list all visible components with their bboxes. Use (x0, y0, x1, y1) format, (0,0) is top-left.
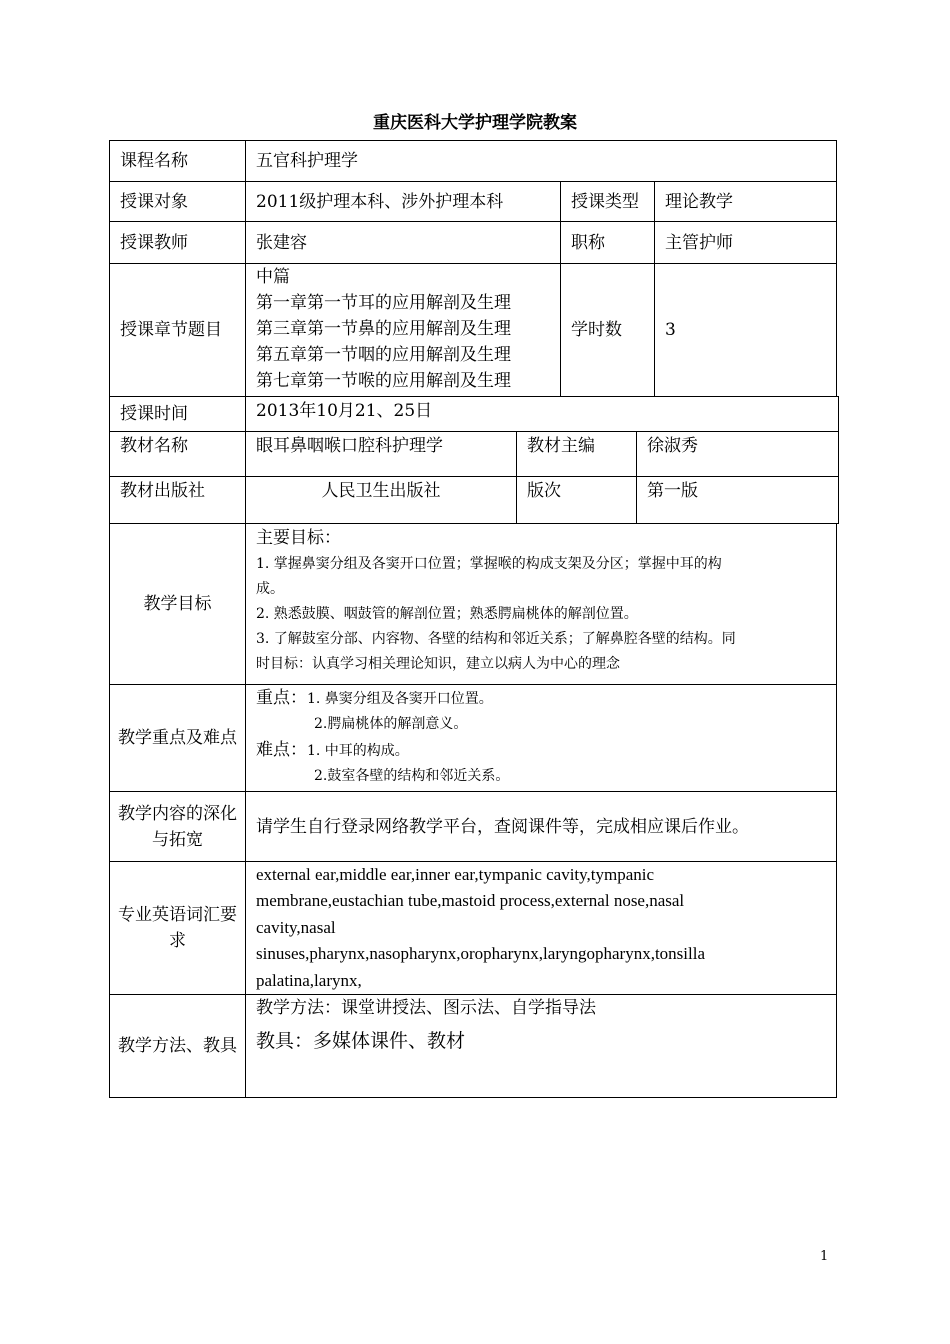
table-border (109, 1097, 837, 1098)
edition-value: 第一版 (647, 481, 698, 501)
time-label: 授课时间 (120, 404, 188, 424)
key-item: 1. 鼻窦分组及各窦开口位置。 (307, 691, 493, 707)
hours-value: 3 (665, 320, 676, 340)
diff-item: 2.鼓室各壁的结构和邻近关系。 (314, 768, 510, 784)
key-label: 重点： (256, 688, 307, 708)
goals-label: 教学目标 (143, 594, 212, 614)
goal-item: 成。 (256, 581, 284, 597)
english-line: membrane,eustachian tube,mastoid process,external nose,nasal (256, 891, 685, 911)
course-type-value: 理论教学 (665, 191, 733, 212)
edition-label: 版次 (527, 481, 561, 501)
goal-item: 2. 熟悉鼓膜、咽鼓管的解剖位置；熟悉腭扁桃体的解剖位置。 (256, 606, 638, 622)
english-line: cavity,nasal (256, 917, 336, 937)
teacher-value: 张建容 (256, 232, 307, 253)
chapter-line: 第五章第一节咽的应用解剖及生理 (256, 345, 511, 365)
hours-label: 学时数 (571, 320, 622, 340)
keypoints-label: 教学重点及难点 (118, 728, 237, 748)
extension-value: 请学生自行登录网络教学平台，查阅课件等，完成相应课后作业。 (256, 816, 749, 837)
audience-value: 2011级护理本科、涉外护理本科 (256, 191, 504, 212)
textbook-label: 教材名称 (120, 436, 188, 456)
key-line (256, 685, 836, 712)
method-line: 教学方法：课堂讲授法、图示法、自学指导法 (256, 998, 596, 1018)
page-title: 重庆医科大学护理学院教案 (373, 113, 577, 133)
chapter-line: 第一章第一节耳的应用解剖及生理 (256, 293, 511, 313)
teacher-label: 授课教师 (120, 232, 188, 253)
audience-label: 授课对象 (120, 191, 188, 212)
english-label: 专业英语词汇要求 (118, 905, 237, 951)
course-name-value: 五官科护理学 (256, 151, 358, 171)
chapter-label: 授课章节题目 (120, 320, 222, 340)
time-value: 2013年10月21、25日 (256, 401, 433, 421)
table-border (836, 140, 837, 397)
title-rank-value: 主管护师 (665, 232, 733, 253)
diff-item: 1. 中耳的构成。 (307, 743, 409, 759)
page-number: 1 (820, 1249, 829, 1264)
tools-line: 教具：多媒体课件、教材 (256, 1030, 466, 1052)
key-item: 2.腭扁桃体的解剖意义。 (314, 716, 468, 732)
goal-item: 3. 了解鼓室分部、内容物、各壁的结构和邻近关系；了解鼻腔各壁的结构。同 (256, 631, 736, 647)
diff-label: 难点： (256, 740, 307, 760)
editor-value: 徐淑秀 (647, 436, 698, 456)
course-name-label: 课程名称 (120, 151, 188, 171)
textbook-value: 眼耳鼻咽喉口腔科护理学 (256, 436, 443, 456)
goals-heading: 主要目标： (256, 528, 341, 548)
goal-item: 1. 掌握鼻窦分组及各窦开口位置；掌握喉的构成支架及分区；掌握中耳的构 (256, 556, 722, 572)
english-line: external ear,middle ear,inner ear,tympanic cavity,tympanic (256, 864, 655, 884)
chapter-value (246, 264, 560, 396)
chapter-line: 第七章第一节喉的应用解剖及生理 (256, 371, 511, 391)
methods-label: 教学方法、教具 (118, 1036, 237, 1056)
chapter-line: 中篇 (256, 267, 290, 287)
publisher-value: 人民卫生出版社 (321, 481, 441, 501)
extension-label: 教学内容的深化与拓宽 (118, 803, 237, 850)
goal-item: 时目标：认真学习相关理论知识，建立以病人为中心的理念 (256, 656, 620, 672)
table-border (838, 396, 839, 524)
english-line: palatina,larynx, (256, 970, 362, 990)
table-border (836, 523, 837, 1098)
editor-label: 教材主编 (527, 436, 595, 456)
course-type-label: 授课类型 (571, 191, 639, 212)
english-value (246, 862, 836, 994)
english-line: sinuses,pharynx,nasopharynx,oropharynx,laryngopharynx,tonsilla (256, 944, 705, 964)
publisher-label: 教材出版社 (120, 481, 205, 501)
title-rank-label: 职称 (571, 232, 605, 253)
keypoints-value (246, 685, 836, 791)
chapter-line: 第三章第一节鼻的应用解剖及生理 (256, 319, 511, 339)
diff-line (256, 737, 836, 764)
methods-value (246, 995, 836, 1097)
goals-value (246, 524, 836, 684)
